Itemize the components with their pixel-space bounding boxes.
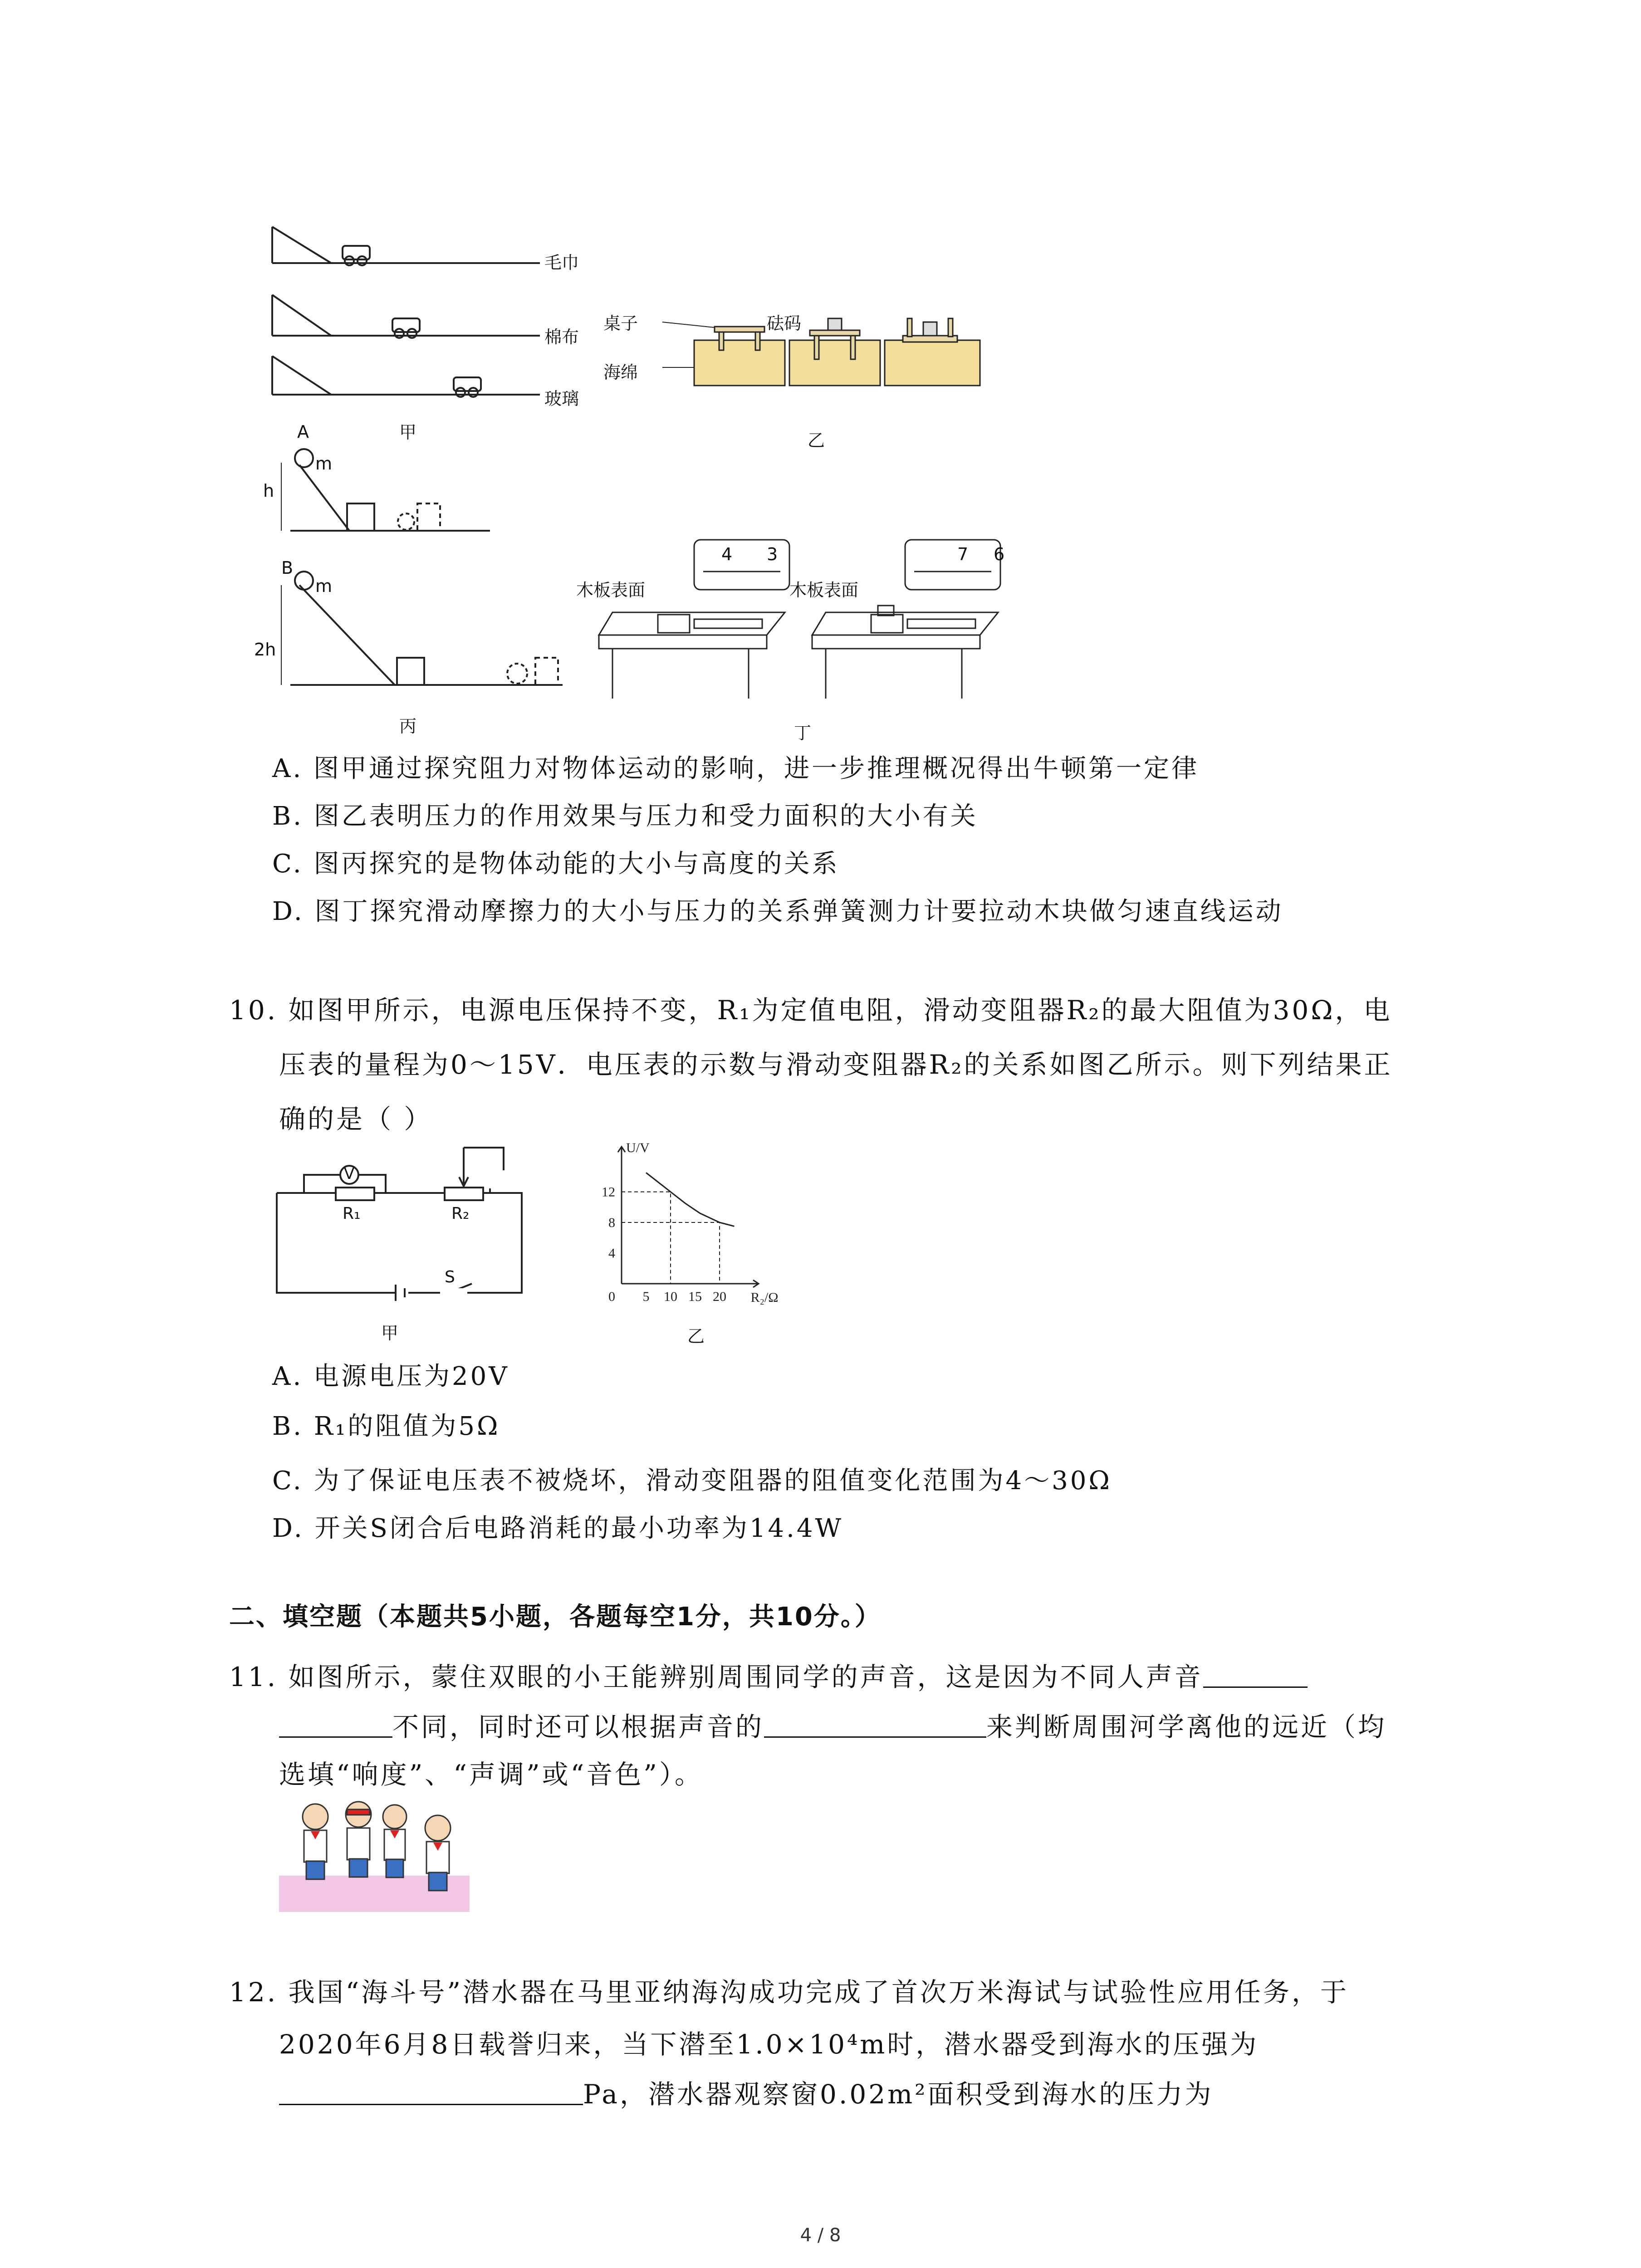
guide-line-0 [622,1192,671,1284]
q11-text-2b: 来判断周围河学离他的远近（均 [986,1711,1387,1742]
page-number: 4 / 8 [800,2225,841,2246]
q12-line-3 [279,2073,1213,2111]
u-r-graph [590,1140,780,1325]
series-curve-0 [646,1173,734,1226]
switch-label: S [445,1268,455,1286]
q12-line-2: 2020年6月8日载誉归来，当下潜至1.0×10⁴m时，潜水器受到海水的压强为 [279,2029,1259,2060]
q10-line-3: 确的是（ ） [279,1104,433,1134]
caption-yi: 乙 [808,430,825,450]
surface-label-glass: 玻璃 [544,389,579,409]
origin-label: 0 [608,1289,615,1304]
caption-circuit-jia: 甲 [381,1323,399,1343]
caption-jia: 甲 [399,422,417,442]
q11-text-2a: 不同，同时还可以根据声音的 [392,1711,764,1742]
figure-bing [272,445,590,699]
q10-option-b: B. R₁的阻值为5Ω [272,1412,500,1441]
caption-ding: 丁 [794,723,812,743]
q11-blank-2[interactable] [764,1710,986,1738]
q11-blank-1-cont[interactable] [279,1710,392,1738]
q11-line-2 [279,1706,1386,1744]
surface-label-cotton: 棉布 [544,327,579,347]
x-tick-label: 15 [688,1289,702,1304]
caption-bing: 丙 [399,716,417,736]
q11-line-3: 选填“响度”、“声调”或“音色”）。 [279,1759,703,1790]
q10-option-c: C. 为了保证电压表不被烧坏，滑动变阻器的阻值变化范围为4～30Ω [272,1466,1112,1496]
x-axis-label: R₂/Ω [750,1290,779,1305]
q10-option-d: D. 开关S闭合后电路消耗的最小功率为14.4W [272,1514,844,1543]
children-game-picture [279,1794,470,1912]
q9-option-b: B. 图乙表明压力的作用效果与压力和受力面积的大小有关 [272,802,978,831]
q10-option-a: A. 电源电压为20V [272,1362,509,1391]
label-sponge: 海绵 [603,362,638,382]
q11-text-1: 11. 如图所示，蒙住双眼的小王能辨别周围同学的声音，这是因为不同人声音 [229,1662,1203,1692]
label-weight: 砝码 [767,313,802,333]
voltmeter-label: V [344,1165,355,1183]
q12-text-3: Pa，潜水器观察窗0.02m²面积受到海水的压力为 [583,2079,1214,2110]
label-height-2h: 2h [254,640,276,660]
y-tick-label: 4 [608,1246,615,1261]
y-axis-label: U/V [626,1140,650,1155]
label-table: 桌子 [603,313,638,333]
scale2-tick-b: 6 [994,544,1005,564]
q9-option-c: C. 图丙探究的是物体动能的大小与高度的关系 [272,849,840,879]
figure-yi [690,308,998,399]
x-tick-label: 5 [642,1289,650,1304]
figure-ding [594,526,1048,717]
label-mass-a: m [315,454,333,474]
label-board-surface-2: 木板表面 [789,580,859,600]
q10-line-1: 10. 如图甲所示，电源电压保持不变，R₁为定值电阻，滑动变阻器R₂的最大阻值为30Ω，电 [229,995,1392,1026]
q11-line-1 [229,1656,1308,1694]
label-height-h: h [263,481,274,501]
label-mass-b: m [315,576,333,596]
circuit-diagram [277,1139,540,1320]
label-board-surface-1: 木板表面 [576,580,646,600]
scale2-tick-a: 7 [957,544,969,564]
r2-label: R₂ [451,1204,470,1223]
scale1-tick-a: 4 [721,544,733,564]
y-tick-label: 8 [608,1215,615,1230]
q12-blank-1[interactable] [279,2077,583,2105]
x-tick-label: 20 [713,1289,726,1304]
section-heading: 二、填空题（本题共5小题，各题每空1分，共10分。） [229,1602,882,1632]
q12-line-1: 12. 我国“海斗号”潜水器在马里亚纳海沟成功完成了首次万米海试与试验性应用任务，于 [229,1977,1349,2008]
q11-blank-1[interactable] [1203,1660,1308,1688]
r1-label: R₁ [343,1204,361,1223]
label-point-b: B [281,558,294,578]
surface-label-towel: 毛巾 [544,253,579,273]
q9-option-a: A. 图甲通过探究阻力对物体运动的影响，进一步推理概况得出牛顿第一定律 [272,754,1200,783]
q10-line-2: 压表的量程为0～15V．电压表的示数与滑动变阻器R₂的关系如图乙所示。则下列结果正 [279,1049,1393,1080]
x-tick-label: 10 [664,1289,677,1304]
q9-option-d: D. 图丁探究滑动摩擦力的大小与压力的关系弹簧测力计要拉动木块做匀速直线运动 [272,897,1283,926]
y-tick-label: 12 [602,1184,615,1200]
scale1-tick-b: 3 [767,544,778,564]
label-point-a: A [297,422,309,442]
graph-caption-yi: 乙 [687,1326,705,1346]
